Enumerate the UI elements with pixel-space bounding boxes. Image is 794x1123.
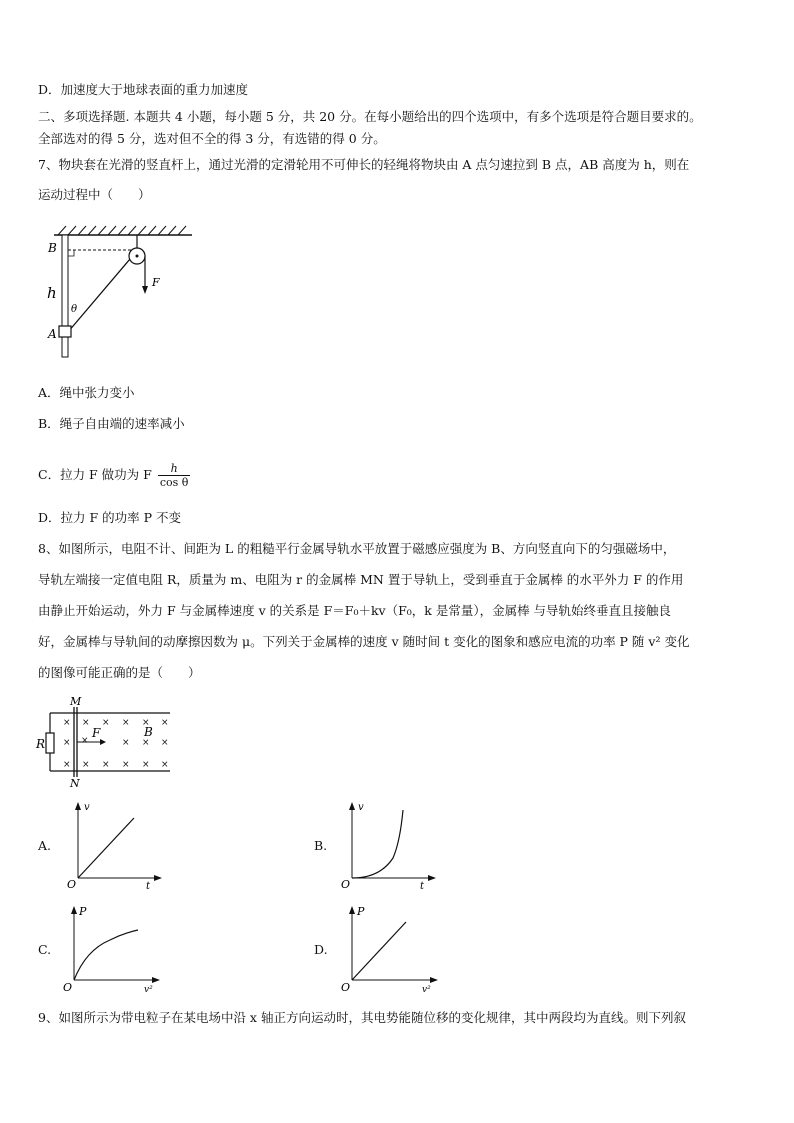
label-F: F — [152, 276, 160, 289]
resistor — [46, 733, 54, 753]
y-label: P — [79, 905, 87, 918]
label-M: M — [70, 695, 82, 708]
svg-text:×: × — [161, 718, 169, 728]
q8-stem-line5: 的图像可能正确的是（ ） — [38, 665, 201, 680]
graph-b — [338, 798, 438, 890]
label-theta: θ — [71, 304, 78, 315]
origin-label: O — [341, 878, 351, 890]
svg-text:×: × — [63, 760, 71, 770]
svg-text:×: × — [82, 718, 90, 728]
q7-option-b: B．绳子自由端的速率减小 — [38, 416, 185, 431]
x-label: v² — [144, 985, 153, 994]
svg-text:×: × — [122, 760, 130, 770]
svg-text:×: × — [82, 760, 90, 770]
graph-curve — [74, 930, 138, 980]
q7-stem-line1: 7、物块套在光滑的竖直杆上，通过光滑的定滑轮用不可伸长的轻绳将物块由 A 点匀速拉到 B 点，AB 高度为 h，则在 — [38, 157, 690, 172]
option-a-label: A. — [38, 838, 52, 853]
svg-text:×: × — [161, 760, 169, 770]
label-F: F — [92, 726, 101, 740]
q7-option-a: A．绳中张力变小 — [38, 385, 135, 400]
option-c-label: C. — [38, 942, 52, 957]
origin-label: O — [341, 981, 351, 994]
svg-text:×: × — [81, 736, 89, 746]
svg-text:×: × — [63, 738, 71, 748]
svg-text:×: × — [142, 718, 150, 728]
x-label: v² — [422, 985, 431, 994]
q8-stem-line1: 8、如图所示，电阻不计、间距为 L 的粗糙平行金属导轨水平放置于磁感应强度为 B、方向竖直向下的匀强磁场中， — [38, 541, 676, 556]
option-d-label: D. — [314, 942, 328, 957]
q7-stem-line2: 运动过程中（ ） — [38, 187, 151, 202]
svg-text:×: × — [122, 738, 130, 748]
y-label: v — [358, 802, 364, 813]
force-arrow — [142, 286, 148, 294]
label-B: B — [144, 725, 153, 739]
q8-stem-line3: 由静止开始运动，外力 F 与金属棒速度 v 的关系是 F＝F₀＋kv（F₀，k 是常量），金属棒 与导轨始终垂直且接触良 — [38, 603, 672, 618]
y-label: v — [84, 802, 90, 813]
q8-stem-line4: 好，金属棒与导轨间的动摩擦因数为 μ。下列关于金属棒的速度 v 随时间 t 变化的图象和感应电流的功率 P 随 v² 变化 — [38, 634, 690, 649]
q9-stem-line1: 9、如图所示为带电粒子在某电场中沿 x 轴正方向运动时，其电势能随位移的变化规律，其中两段均为直线。则下列叙 — [38, 1010, 686, 1025]
svg-text:×: × — [102, 718, 110, 728]
svg-text:×: × — [161, 738, 169, 748]
label-h: h — [47, 284, 57, 302]
label-A: A — [48, 327, 57, 341]
svg-text:×: × — [102, 760, 110, 770]
vertical-rod — [62, 235, 68, 357]
label-B: B — [48, 241, 57, 255]
x-label: t — [420, 881, 425, 890]
svg-text:×: × — [142, 738, 150, 748]
label-N: N — [70, 777, 80, 788]
origin-label: O — [63, 981, 73, 994]
graph-d — [338, 902, 442, 994]
svg-text:×: × — [142, 760, 150, 770]
q7-option-d: D．拉力 F 的功率 P 不变 — [38, 510, 181, 525]
graph-c — [60, 902, 164, 994]
svg-text:×: × — [63, 718, 71, 728]
fraction-denominator: cos θ — [159, 476, 189, 489]
section2-header-line1: 二、多项选择题. 本题共 4 小题，每小题 5 分，共 20 分。在每小题给出的四个选项中，有多个选项是符合题目要求的。 — [38, 109, 702, 124]
q8-stem-line2: 导轨左端接一定值电阻 R，质量为 m、电阻为 r 的金属棒 MN 置于导轨上，受到垂直于金属棒 的水平外力 F 的作用 — [38, 572, 684, 587]
x-label: t — [146, 881, 151, 890]
graph-a — [64, 798, 164, 890]
graph-curve — [352, 810, 403, 878]
q7-option-c-prefix: C．拉力 F 做功为 F — [38, 467, 152, 482]
q7-option-c — [38, 462, 190, 489]
y-label: P — [357, 905, 365, 918]
q7-option-c-fraction — [158, 462, 191, 489]
ceiling-hatching — [58, 226, 186, 235]
option-b-label: B. — [314, 838, 328, 853]
origin-label: O — [67, 878, 77, 890]
label-R: R — [36, 737, 46, 751]
section2-header-line2: 全部选对的得 5 分，选对但不全的得 3 分，有选错的得 0 分。 — [38, 131, 386, 146]
graph-line — [352, 922, 406, 980]
svg-text:×: × — [122, 718, 130, 728]
fraction-numerator: h — [158, 462, 191, 476]
q7-pulley-figure — [44, 220, 194, 360]
block — [59, 326, 71, 337]
q8-circuit-figure — [34, 693, 174, 788]
rope — [68, 259, 130, 332]
q6-option-d: D．加速度大于地球表面的重力加速度 — [38, 82, 249, 97]
graph-line — [78, 818, 134, 878]
